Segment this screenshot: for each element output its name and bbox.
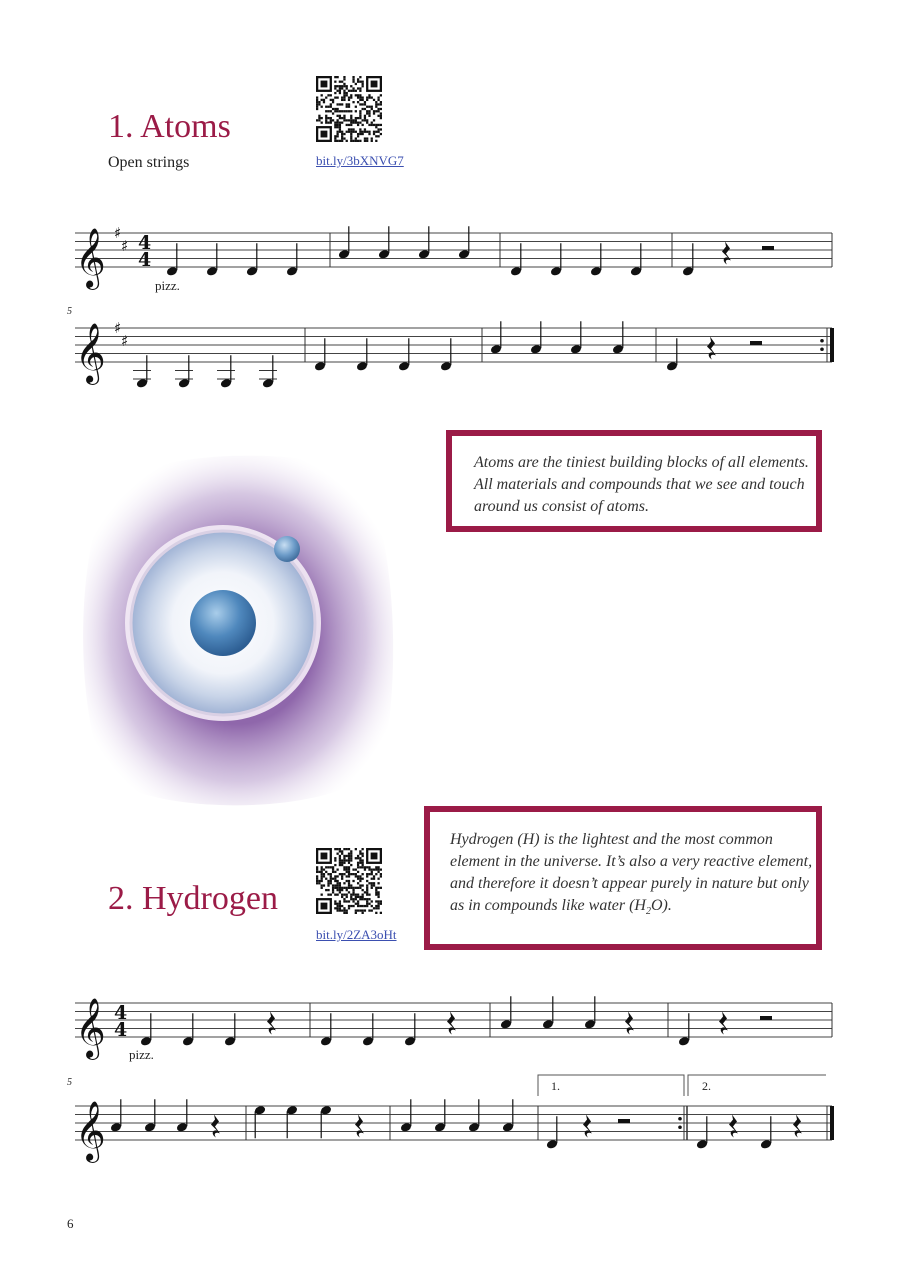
time-signature: 4 <box>114 1019 128 1041</box>
measure-number: 5 <box>67 306 72 317</box>
quarter-note <box>320 1013 332 1046</box>
quarter-note <box>696 1116 708 1149</box>
quarter-note <box>176 1099 188 1132</box>
half-rest <box>750 341 762 345</box>
treble-clef-icon: 𝄞 <box>75 228 106 288</box>
quarter-note <box>254 1105 266 1138</box>
quarter-note <box>220 355 232 388</box>
half-rest <box>760 1016 772 1020</box>
quarter-note <box>510 243 522 276</box>
staff <box>75 224 832 290</box>
quarter-note <box>314 338 326 371</box>
quarter-note <box>246 243 258 276</box>
quarter-rest <box>355 1115 364 1138</box>
quarter-note <box>542 996 554 1029</box>
quarter-rest <box>447 1012 456 1035</box>
time-signature: 4 <box>114 1002 128 1024</box>
quarter-rest <box>267 1012 276 1035</box>
qr-link-atoms[interactable]: bit.ly/3bXNVG7 <box>316 153 404 168</box>
quarter-note <box>468 1099 480 1132</box>
quarter-note <box>502 1099 514 1132</box>
quarter-note <box>356 338 368 371</box>
quarter-note <box>612 321 624 354</box>
section-subtitle: Open strings <box>108 154 190 171</box>
quarter-note <box>286 1105 298 1138</box>
quarter-rest <box>625 1012 634 1035</box>
quarter-note <box>530 321 542 354</box>
quarter-note <box>378 226 390 259</box>
treble-clef-icon: 𝄞 <box>75 1101 106 1161</box>
page-number: 6 <box>67 1216 74 1231</box>
quarter-note <box>286 243 298 276</box>
quarter-rest <box>793 1115 802 1138</box>
quarter-note <box>584 996 596 1029</box>
quarter-note <box>458 226 470 259</box>
quarter-note <box>630 243 642 276</box>
section-title-hydrogen: 2. Hydrogen <box>108 880 278 917</box>
qr-link-hydrogen[interactable]: bit.ly/2ZA3oHt <box>316 927 397 942</box>
sharp-icon: ♯ <box>114 319 122 337</box>
quarter-note <box>262 355 274 388</box>
quarter-note <box>500 996 512 1029</box>
info-text-hydrogen: Hydrogen (H) is the lightest and the most common element in the universe. It’s also a very reactive element, and therefore it doesn’t appear purely in nature but only as in compounds like water $(H_2O)$. <box>450 831 813 918</box>
measure-number: 5 <box>67 1077 72 1088</box>
sharp-icon: ♯ <box>114 224 122 242</box>
quarter-rest <box>719 1012 728 1035</box>
quarter-rest <box>722 242 731 265</box>
quarter-note <box>338 226 350 259</box>
quarter-note <box>136 355 148 388</box>
quarter-note <box>546 1116 558 1149</box>
section-title-atoms: 1. Atoms <box>108 108 231 145</box>
quarter-note <box>682 243 694 276</box>
quarter-note <box>550 243 562 276</box>
articulation-pizz: pizz. <box>155 278 180 293</box>
half-rest <box>618 1119 630 1123</box>
quarter-note <box>224 1013 236 1046</box>
volta-1-label: 1. <box>551 1079 560 1093</box>
articulation-pizz: pizz. <box>129 1047 154 1062</box>
quarter-note <box>110 1099 122 1132</box>
quarter-note <box>178 355 190 388</box>
sharp-icon: ♯ <box>121 236 129 255</box>
treble-clef-icon: 𝄞 <box>75 998 106 1058</box>
quarter-note <box>400 1099 412 1132</box>
treble-clef-icon: 𝄞 <box>75 323 106 383</box>
quarter-note <box>140 1013 152 1046</box>
half-rest <box>762 246 774 250</box>
quarter-note <box>404 1013 416 1046</box>
quarter-rest <box>729 1115 738 1138</box>
staff <box>75 996 832 1060</box>
quarter-rest <box>707 337 716 360</box>
quarter-note <box>678 1013 690 1046</box>
quarter-note <box>666 338 678 371</box>
quarter-note <box>490 321 502 354</box>
quarter-note <box>418 226 430 259</box>
volta-brackets <box>538 1075 826 1096</box>
time-signature: 4 <box>138 249 152 271</box>
quarter-rest <box>583 1115 592 1138</box>
time-signature: 4 <box>138 232 152 254</box>
quarter-note <box>320 1105 332 1138</box>
quarter-note <box>166 243 178 276</box>
staff <box>75 1099 834 1163</box>
quarter-note <box>440 338 452 371</box>
quarter-note <box>398 338 410 371</box>
quarter-note <box>144 1099 156 1132</box>
quarter-note <box>570 321 582 354</box>
quarter-note <box>760 1116 772 1149</box>
info-text-atoms: Atoms are the tiniest building blocks of all elements. All materials and compounds that we see and touch around us consist of atoms. <box>474 454 809 515</box>
quarter-rest <box>211 1115 220 1138</box>
sharp-icon: ♯ <box>121 331 129 350</box>
quarter-note <box>362 1013 374 1046</box>
quarter-note <box>206 243 218 276</box>
quarter-note <box>434 1099 446 1132</box>
quarter-note <box>182 1013 194 1046</box>
quarter-note <box>590 243 602 276</box>
volta-2-label: 2. <box>702 1079 711 1093</box>
staff <box>75 319 834 389</box>
